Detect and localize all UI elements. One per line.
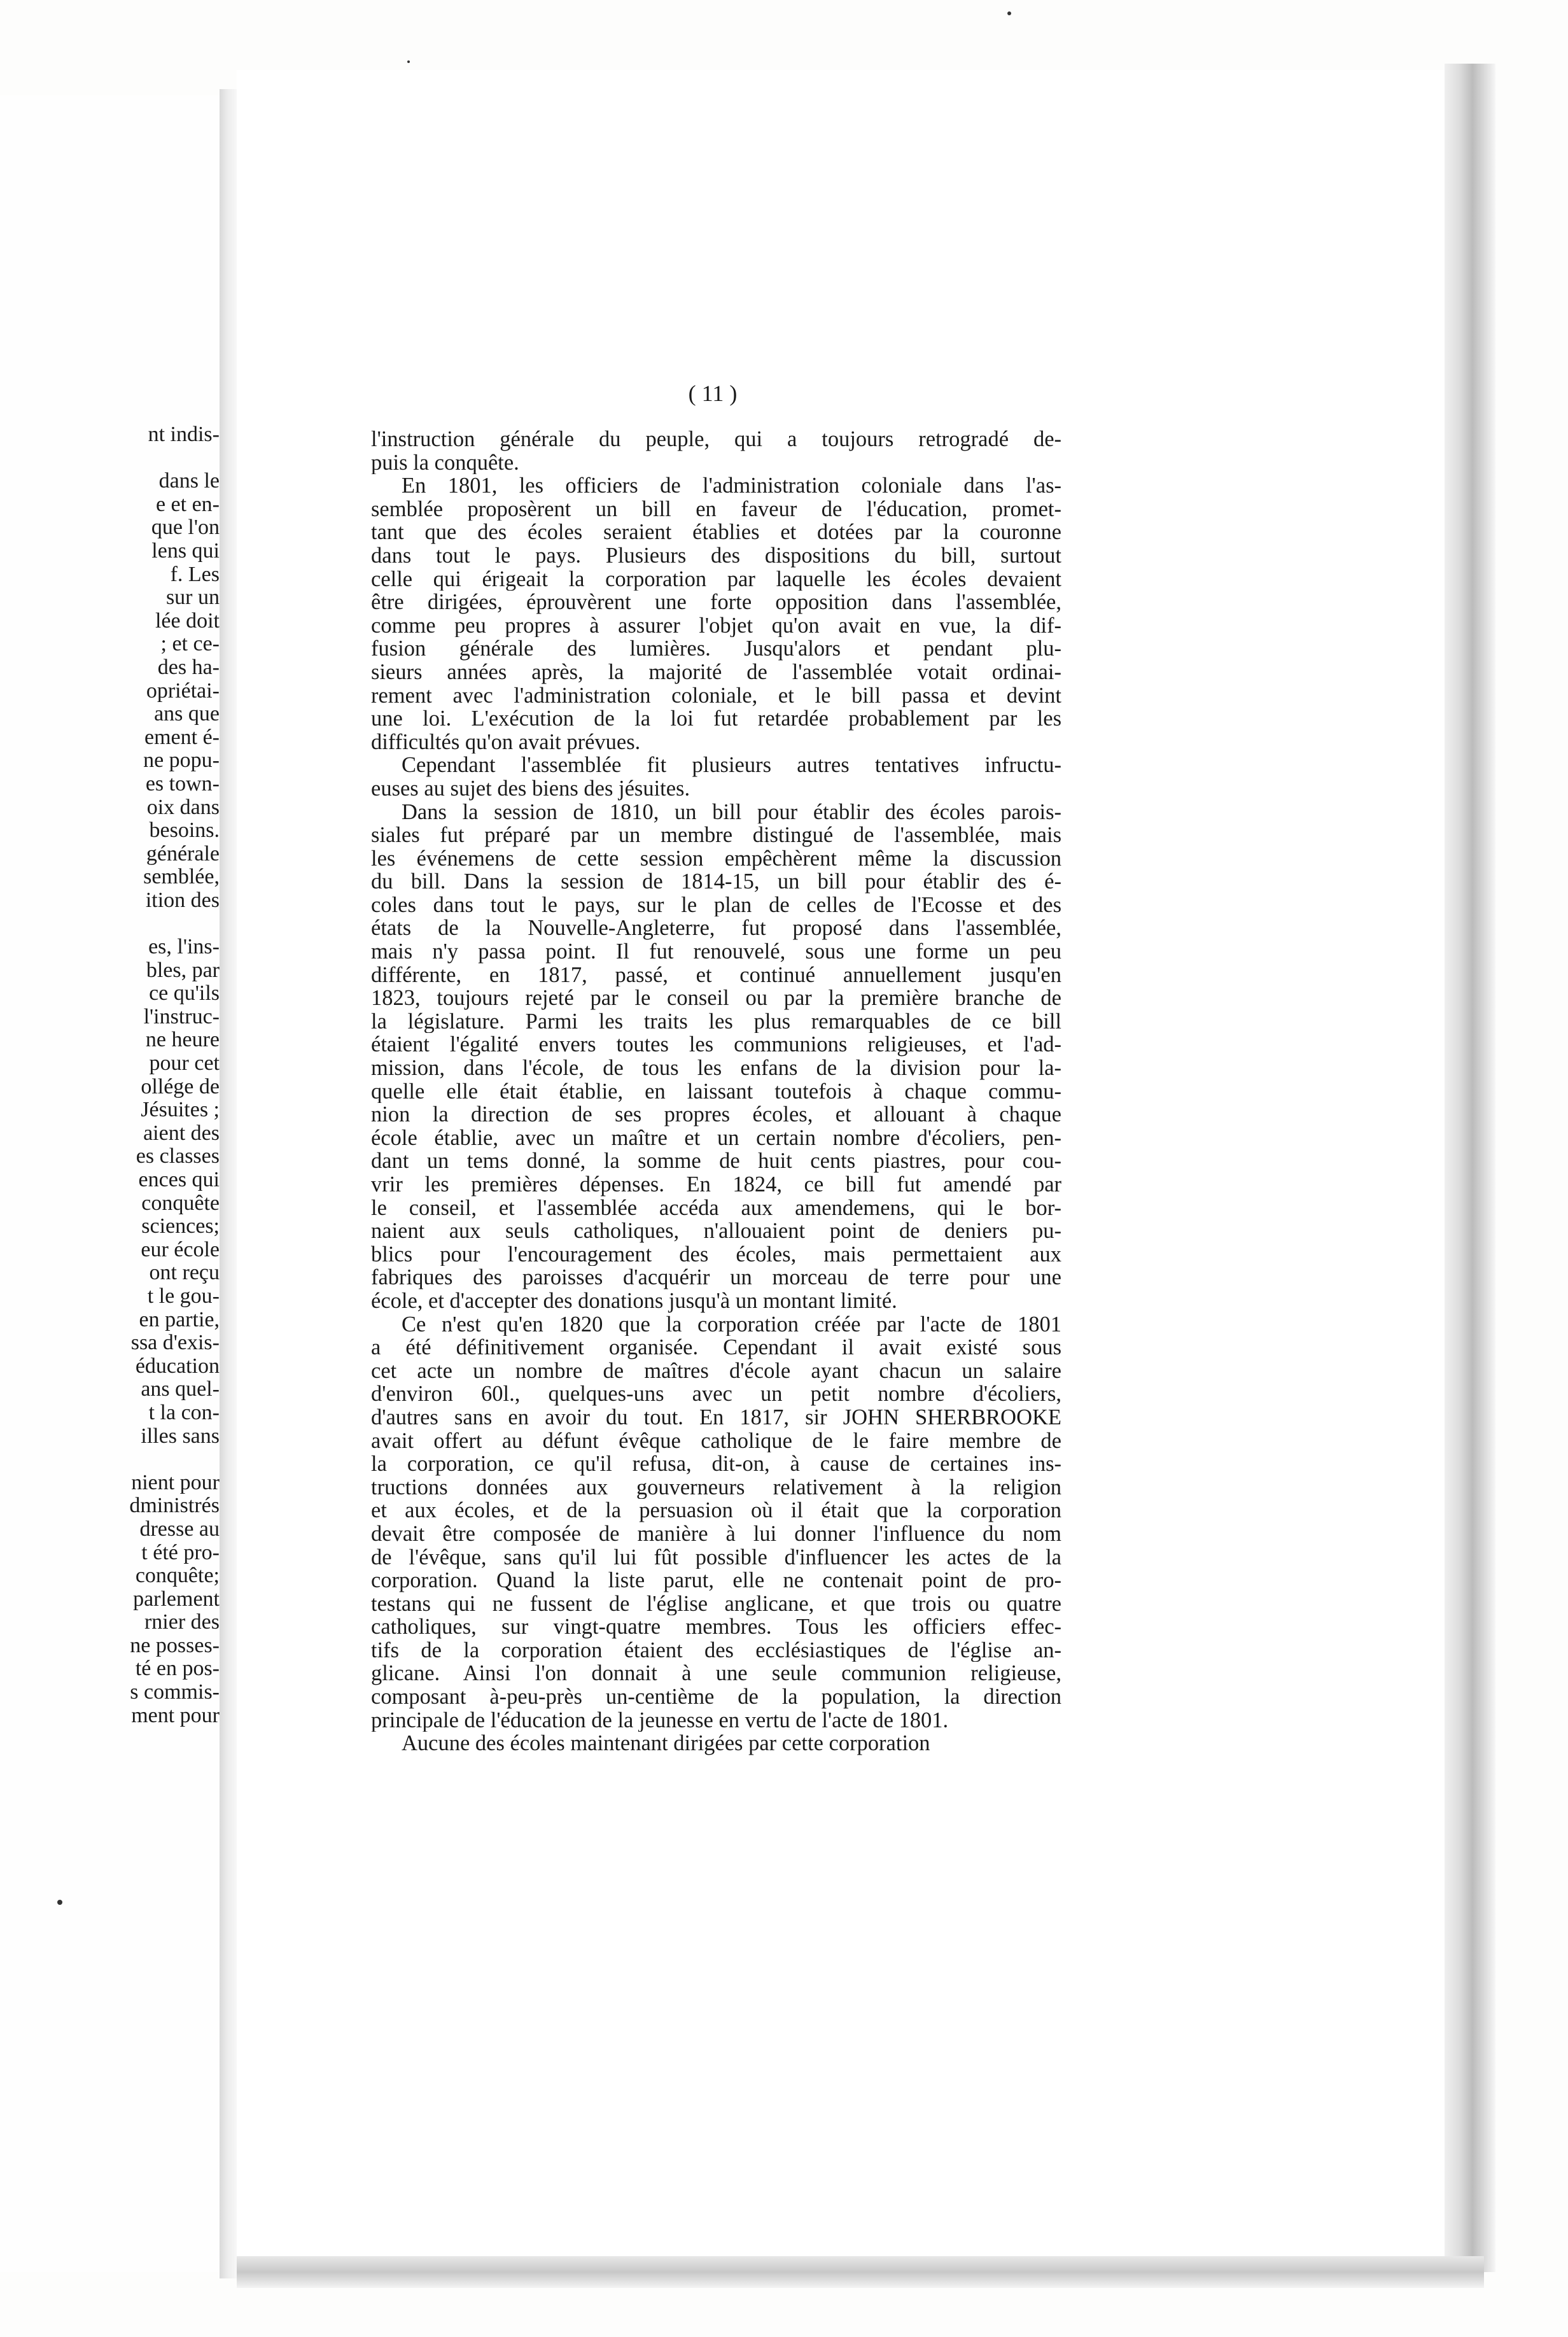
left-fragment-line xyxy=(0,447,220,470)
left-fragment-line: ont reçu xyxy=(149,1261,220,1285)
text-line: étaient l'égalité envers toutes les communions religieuses, et l'ad- xyxy=(371,1033,1061,1057)
left-fragment-line: ; et ce- xyxy=(160,633,220,656)
paragraph xyxy=(371,474,1061,754)
text-line: devait être composée de manière à lui donner l'influence du nom xyxy=(371,1522,1061,1546)
left-fragment-line: des ha- xyxy=(157,656,220,679)
paragraph xyxy=(371,1313,1061,1732)
left-fragment-line: lens qui xyxy=(151,539,220,563)
text-line: celle qui érigeait la corporation par laquelle les écoles devaient xyxy=(371,567,1061,591)
text-line: comme peu propres à assurer l'objet qu'on avait en vue, la dif- xyxy=(371,614,1061,638)
text-line: l'instruction générale du peuple, qui a toujours retrogradé de- xyxy=(371,428,1061,451)
left-fragment-line: ne heure xyxy=(145,1028,220,1052)
left-fragment-line xyxy=(0,912,220,936)
text-line: Dans la session de 1810, un bill pour établir des écoles parois- xyxy=(402,800,1061,824)
left-fragment-line: t le gou- xyxy=(147,1284,220,1308)
gutter-shadow xyxy=(220,89,239,2278)
left-page-text-fragments xyxy=(0,423,220,1727)
text-line: coles dans tout le pays, sur le plan de celles de l'Ecosse et des xyxy=(371,893,1061,917)
text-line: différente, en 1817, passé, et continué annuellement jusqu'en xyxy=(371,963,1061,987)
left-fragment-line: besoins. xyxy=(149,819,220,843)
text-line: dant un tems donné, la somme de huit cents piastres, pour cou- xyxy=(371,1149,1061,1173)
paragraph xyxy=(371,801,1061,1313)
text-line: catholiques, sur vingt-quatre membres. Tous les officiers effec- xyxy=(371,1615,1061,1639)
left-fragment-line: ans quel- xyxy=(141,1378,220,1401)
paragraph xyxy=(371,754,1061,800)
paragraph xyxy=(371,428,1061,474)
text-line: les événemens de cette session empêchèrent même la discussion xyxy=(371,846,1061,871)
left-fragment-line: s commis- xyxy=(130,1681,220,1704)
left-fragment-line: illes sans xyxy=(141,1424,220,1448)
text-line: Cependant l'assemblée fit plusieurs autres tentatives infructu- xyxy=(402,754,1061,777)
text-line: le conseil, et l'assemblée accéda aux amendemens, qui le bor- xyxy=(371,1196,1061,1220)
left-fragment-line: t la con- xyxy=(148,1401,220,1424)
left-fragment-line: ement é- xyxy=(144,726,220,749)
text-line: euses au sujet des biens des jésuites. xyxy=(371,776,690,801)
text-line: mission, dans l'école, de tous les enfans de la division pour la- xyxy=(371,1056,1061,1080)
text-line: Aucune des écoles maintenant dirigées par cette corporation xyxy=(402,1732,930,1755)
text-line: et aux écoles, et de la persuasion où il était que la corporation xyxy=(371,1499,1061,1522)
left-fragment-line: opriétai- xyxy=(146,679,220,703)
left-fragment-line: sur un xyxy=(165,586,220,610)
left-fragment-line: eur école xyxy=(141,1238,220,1261)
left-fragment-line: ans que xyxy=(154,703,220,726)
left-fragment-line: es town- xyxy=(145,772,220,796)
text-line: tifs de la corporation étaient des ecclésiastiques de l'église an- xyxy=(371,1638,1061,1662)
text-line: puis la conquête. xyxy=(371,451,519,475)
text-line: d'environ 60l., quelques-uns avec un petit nombre d'écoliers, xyxy=(371,1382,1061,1406)
text-line: siales fut préparé par un membre distingué de l'assemblée, mais xyxy=(371,824,1061,847)
text-line: école établie, avec un maître et un certain nombre d'écoliers, pen- xyxy=(371,1126,1061,1150)
left-fragment-line: e et en- xyxy=(155,493,220,516)
left-fragment-line: pour cet xyxy=(149,1052,220,1076)
text-line: rement avec l'administration coloniale, et le bill passa et devint xyxy=(371,684,1061,708)
left-fragment-line: bles, par xyxy=(146,958,220,982)
left-fragment-line: en partie, xyxy=(139,1308,220,1331)
left-fragment-line: oix dans xyxy=(146,796,220,819)
left-fragment-line: t été pro- xyxy=(141,1541,220,1564)
text-line: composant à-peu-près un-centième de la population, la direction xyxy=(371,1685,1061,1709)
text-line: vrir les premières dépenses. En 1824, ce bill fut amendé par xyxy=(371,1173,1061,1197)
left-fragment-line: lée doit xyxy=(155,609,220,633)
scan-speck xyxy=(1007,11,1011,15)
left-fragment-line: dministrés xyxy=(129,1494,220,1518)
paragraph xyxy=(371,1732,1061,1755)
left-fragment-line: sciences; xyxy=(141,1215,220,1239)
text-line: une loi. L'exécution de la loi fut retardée probablement par les xyxy=(371,707,1061,731)
left-fragment-line: f. Les xyxy=(170,563,220,586)
text-line: fusion générale des lumières. Jusqu'alors et pendant plu- xyxy=(371,637,1061,661)
left-fragment-line: ollége de xyxy=(141,1075,220,1098)
text-line: d'autres sans en avoir du tout. En 1817, sir JOHN SHERBROOKE xyxy=(371,1405,1061,1429)
left-fragment-line: té en pos- xyxy=(135,1657,220,1681)
left-fragment-line: dans le xyxy=(158,470,220,493)
text-line: 1823, toujours rejeté par le conseil ou par la première branche de xyxy=(371,986,1061,1010)
text-line: états de la Nouvelle-Angleterre, fut proposé dans l'assemblée, xyxy=(371,916,1061,941)
text-line: tructions données aux gouverneurs relativement à la religion xyxy=(371,1475,1061,1499)
left-fragment-line: que l'on xyxy=(151,516,220,540)
text-line: a été définitivement organisée. Cependant il avait existé sous xyxy=(371,1336,1061,1359)
left-fragment-line: ences qui xyxy=(138,1168,220,1191)
text-line: sieurs années après, la majorité de l'assemblée votait ordinai- xyxy=(371,660,1061,684)
text-line: testans qui ne fussent de l'église anglicane, et que trois ou quatre xyxy=(371,1592,1061,1616)
left-fragment-line: parlement xyxy=(133,1587,220,1611)
scan-speck xyxy=(407,60,410,63)
body-text xyxy=(371,428,1061,1755)
text-line: être dirigées, éprouvèrent une forte opposition dans l'assemblée, xyxy=(371,591,1061,614)
left-fragment-line: dresse au xyxy=(139,1517,220,1541)
left-fragment-line: nt indis- xyxy=(148,423,220,446)
left-fragment-line: rnier des xyxy=(144,1611,220,1634)
text-line: principale de l'éducation de la jeunesse en vertu de l'acte de 1801. xyxy=(371,1708,949,1732)
text-line: quelle elle était établie, en laissant toutefois à chaque commu- xyxy=(371,1079,1061,1104)
text-line: glicane. Ainsi l'on donnait à une seule communion religieuse, xyxy=(371,1662,1061,1686)
text-line: avait offert au défunt évêque catholique de le faire membre de xyxy=(371,1429,1061,1453)
text-line: tant que des écoles seraient établies et dotées par la couronne xyxy=(371,521,1061,544)
text-line: fabriques des paroisses d'acquérir un morceau de terre pour une xyxy=(371,1266,1061,1289)
page-edge-right xyxy=(1445,64,1495,2272)
left-fragment-line: ne posses- xyxy=(130,1634,220,1657)
left-fragment-line: ition des xyxy=(145,888,220,912)
page-number: ( 11 ) xyxy=(688,381,738,406)
text-line: semblée proposèrent un bill en faveur de l'éducation, promet- xyxy=(371,497,1061,521)
text-line: nion la direction de ses propres écoles, et allouant à chaque xyxy=(371,1103,1061,1126)
text-line: école, et d'accepter des donations jusqu'à un montant limité. xyxy=(371,1289,897,1313)
left-fragment-line: éducation xyxy=(135,1354,220,1378)
left-fragment-line: ce qu'ils xyxy=(149,982,220,1006)
left-fragment-line: générale xyxy=(146,842,220,866)
left-fragment-line: semblée, xyxy=(143,866,220,889)
left-fragment-line: aient des xyxy=(143,1121,220,1145)
text-line: difficultés qu'on avait prévues. xyxy=(371,730,641,754)
left-fragment-line xyxy=(0,1448,220,1471)
left-fragment-line: ssa d'exis- xyxy=(130,1331,220,1355)
text-line: naient aux seuls catholiques, n'allouaient point de deniers pu- xyxy=(371,1219,1061,1243)
text-line: Ce n'est qu'en 1820 que la corporation créée par l'acte de 1801 xyxy=(402,1312,1061,1337)
text-line: du bill. Dans la session de 1814-15, un bill pour établir des é- xyxy=(371,870,1061,894)
left-fragment-line: nient pour xyxy=(131,1471,220,1494)
page-edge-bottom xyxy=(237,2256,1484,2288)
text-line: mais n'y passa point. Il fut renouvelé, sous une forme un peu xyxy=(371,940,1061,964)
text-line: dans tout le pays. Plusieurs des dispositions du bill, surtout xyxy=(371,544,1061,568)
text-line: la législature. Parmi les traits les plus remarquables de ce bill xyxy=(371,1009,1061,1034)
left-fragment-line: es, l'ins- xyxy=(148,936,220,959)
left-fragment-line: es classes xyxy=(136,1145,220,1168)
left-fragment-line: Jésuites ; xyxy=(141,1098,220,1122)
left-fragment-line: conquête; xyxy=(135,1564,220,1588)
left-fragment-line: l'instruc- xyxy=(143,1005,220,1028)
left-fragment-line: conquête xyxy=(141,1191,220,1215)
text-line: de l'évêque, sans qu'il lui fût possible d'influencer les actes de la xyxy=(371,1545,1061,1569)
text-line: blics pour l'encouragement des écoles, mais permettaient aux xyxy=(371,1242,1061,1267)
text-line: corporation. Quand la liste parut, elle ne contenait point de pro- xyxy=(371,1569,1061,1592)
left-fragment-line: ment pour xyxy=(131,1704,220,1727)
left-fragment-line: ne popu- xyxy=(143,749,220,773)
scan-speck xyxy=(57,1900,62,1905)
text-line: En 1801, les officiers de l'administration coloniale dans l'as- xyxy=(402,474,1061,498)
text-line: la corporation, ce qu'il refusa, dit-on, à cause de certaines ins- xyxy=(371,1452,1061,1476)
text-line: cet acte un nombre de maîtres d'école ayant chacun un salaire xyxy=(371,1359,1061,1383)
